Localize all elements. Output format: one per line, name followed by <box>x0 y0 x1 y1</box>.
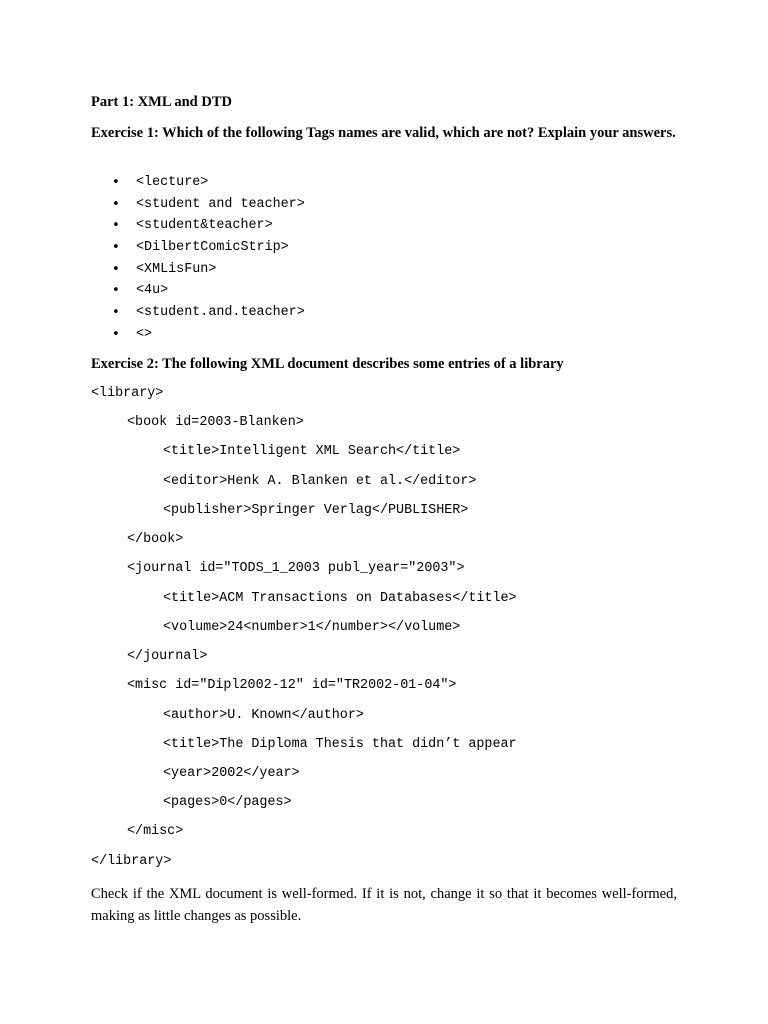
list-item <box>91 324 305 346</box>
code-line: <volume>24<number>1</number></volume> <box>163 620 461 635</box>
list-item <box>91 237 305 259</box>
exercise-1-title: Exercise 1: Which of the following Tags names are valid, which are not? Explain your answers. <box>91 125 676 141</box>
tag-text: <> <box>136 326 153 342</box>
code-line: <title>The Diploma Thesis that didn’t appear <box>163 737 517 752</box>
tag-text: <DilbertComicStrip> <box>136 240 289 256</box>
list-item <box>91 172 305 194</box>
code-line: <book id=2003-Blanken> <box>127 415 304 430</box>
code-line: <journal id="TODS_1_2003 publ_year="2003"> <box>127 561 465 576</box>
list-item <box>91 194 305 216</box>
code-line: <author>U. Known</author> <box>163 708 364 723</box>
tag-text: <student and teacher> <box>136 196 305 212</box>
bullet-icon: • <box>112 305 120 321</box>
code-line: <library> <box>91 386 164 401</box>
bullet-icon: • <box>112 175 120 190</box>
code-line: <title>ACM Transactions on Databases</title> <box>163 591 517 606</box>
code-line: <publisher>Springer Verlag</PUBLISHER> <box>163 503 469 518</box>
code-line: <title>Intelligent XML Search</title> <box>163 444 461 459</box>
code-line: <pages>0</pages> <box>163 795 292 810</box>
tag-list <box>91 172 305 346</box>
instruction-paragraph: Check if the XML document is well-formed. If it is not, change it so that it becomes well-formed, making as little changes as possible. <box>91 886 677 924</box>
tag-text: <student.and.teacher> <box>136 305 305 321</box>
tag-text: <lecture> <box>136 175 209 190</box>
code-line: </journal> <box>127 649 208 664</box>
list-item <box>91 280 305 302</box>
exercise-2-title: Exercise 2: The following XML document describes some entries of a library <box>91 356 564 372</box>
tag-text: <4u> <box>136 283 169 299</box>
list-item <box>91 302 305 324</box>
bullet-icon: • <box>112 326 120 342</box>
bullet-icon: • <box>112 261 120 277</box>
code-line: </library> <box>91 854 172 869</box>
bullet-icon: • <box>112 218 120 234</box>
bullet-icon: • <box>112 240 120 256</box>
code-line: <editor>Henk A. Blanken et al.</editor> <box>163 474 477 489</box>
list-item <box>91 259 305 281</box>
code-line: </misc> <box>127 824 184 839</box>
code-line: <misc id="Dipl2002-12" id="TR2002-01-04"> <box>127 678 457 693</box>
list-item <box>91 215 305 237</box>
tag-text: <student&teacher> <box>136 218 273 234</box>
code-line: </book> <box>127 532 184 547</box>
bullet-icon: • <box>112 283 120 299</box>
bullet-icon: • <box>112 196 120 212</box>
code-line: <year>2002</year> <box>163 766 300 781</box>
part-title: Part 1: XML and DTD <box>91 94 232 110</box>
tag-text: <XMLisFun> <box>136 261 217 277</box>
